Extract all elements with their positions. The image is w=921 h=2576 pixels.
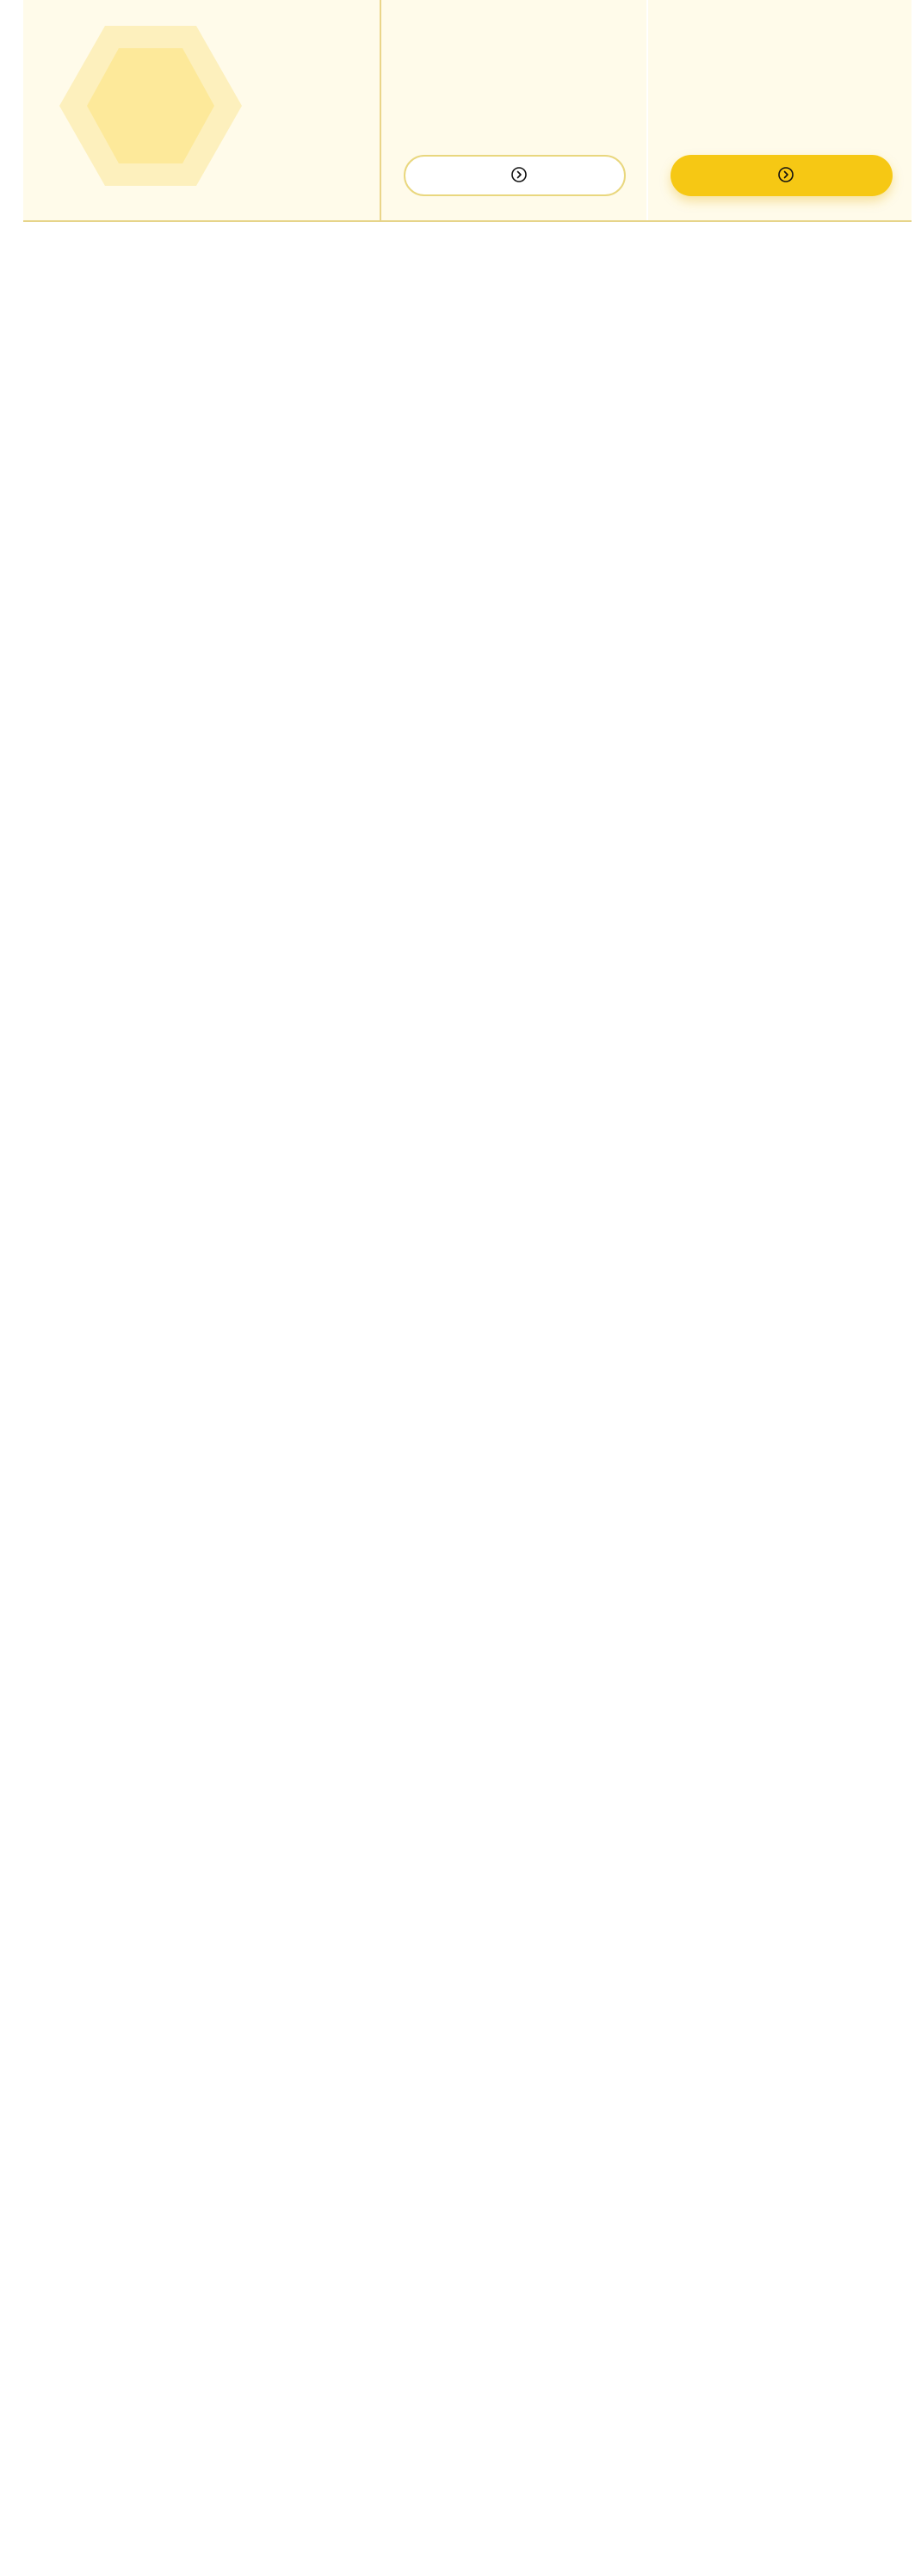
plans-header [23, 0, 912, 222]
hexagon-logo [59, 26, 242, 186]
arrow-right-circle-icon [510, 166, 528, 186]
arrow-right-circle-icon [777, 166, 794, 186]
contact-us-button[interactable] [671, 155, 893, 196]
logo-panel [23, 0, 380, 220]
guard-bee-plan [646, 0, 912, 220]
worker-bee-plan [380, 0, 646, 220]
api-docs-button[interactable] [404, 155, 626, 196]
